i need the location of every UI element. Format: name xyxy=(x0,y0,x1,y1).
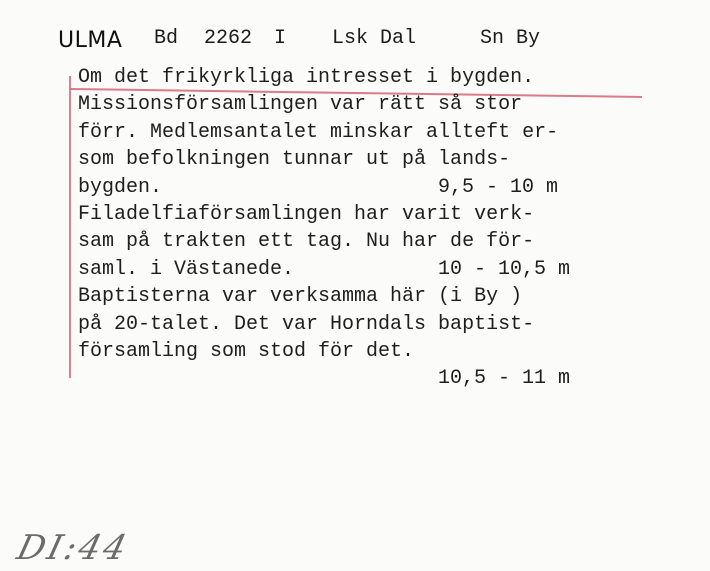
text-line xyxy=(78,174,678,201)
line-text: församling som stod för det. xyxy=(78,339,415,363)
text-line xyxy=(78,119,678,146)
pencil-signum: DI:44 xyxy=(13,528,134,568)
record-class: I xyxy=(274,27,287,50)
line-text: förr. Medlemsantalet minskar allteft er- xyxy=(78,120,559,144)
text-line xyxy=(78,201,678,228)
line-text: Baptisterna var verksamma här (i By ) xyxy=(78,285,523,309)
depth-measure: 10 - 10,5 m xyxy=(438,257,571,281)
text-line xyxy=(78,91,678,118)
text-line xyxy=(78,64,678,91)
line-text: saml. i Västanede. xyxy=(78,257,295,281)
line-text: på 20-talet. Det var Horndals baptist- xyxy=(78,312,535,336)
card-body xyxy=(78,64,678,393)
line-text: Om det frikyrkliga intresset i bygden. xyxy=(78,66,535,89)
line-text: som befolkningen tunnar ut på lands- xyxy=(78,148,511,172)
line-text: bygden. xyxy=(78,175,163,199)
volume-label: Bd xyxy=(154,27,179,50)
record-number: 2262 xyxy=(204,27,253,50)
line-text: Filadelfiaförsamlingen har varit verk- xyxy=(78,202,535,226)
depth-measure: 9,5 - 10 m xyxy=(438,175,559,199)
landskap-field: Lsk Dal xyxy=(332,27,417,50)
text-line xyxy=(78,146,678,173)
text-line xyxy=(78,228,678,255)
text-line xyxy=(78,256,678,283)
socken-field: Sn By xyxy=(480,27,541,50)
archive-name: ULMA xyxy=(58,28,123,53)
line-text: Missionsförsamlingen var rätt så stor xyxy=(78,93,523,117)
margin-rule xyxy=(69,76,71,378)
text-line xyxy=(78,311,678,338)
depth-measure: 10,5 - 11 m xyxy=(438,367,571,391)
text-line xyxy=(78,365,678,392)
card-header xyxy=(58,24,678,54)
text-line xyxy=(78,283,678,310)
text-line xyxy=(78,338,678,365)
line-text: sam på trakten ett tag. Nu har de för- xyxy=(78,230,535,254)
